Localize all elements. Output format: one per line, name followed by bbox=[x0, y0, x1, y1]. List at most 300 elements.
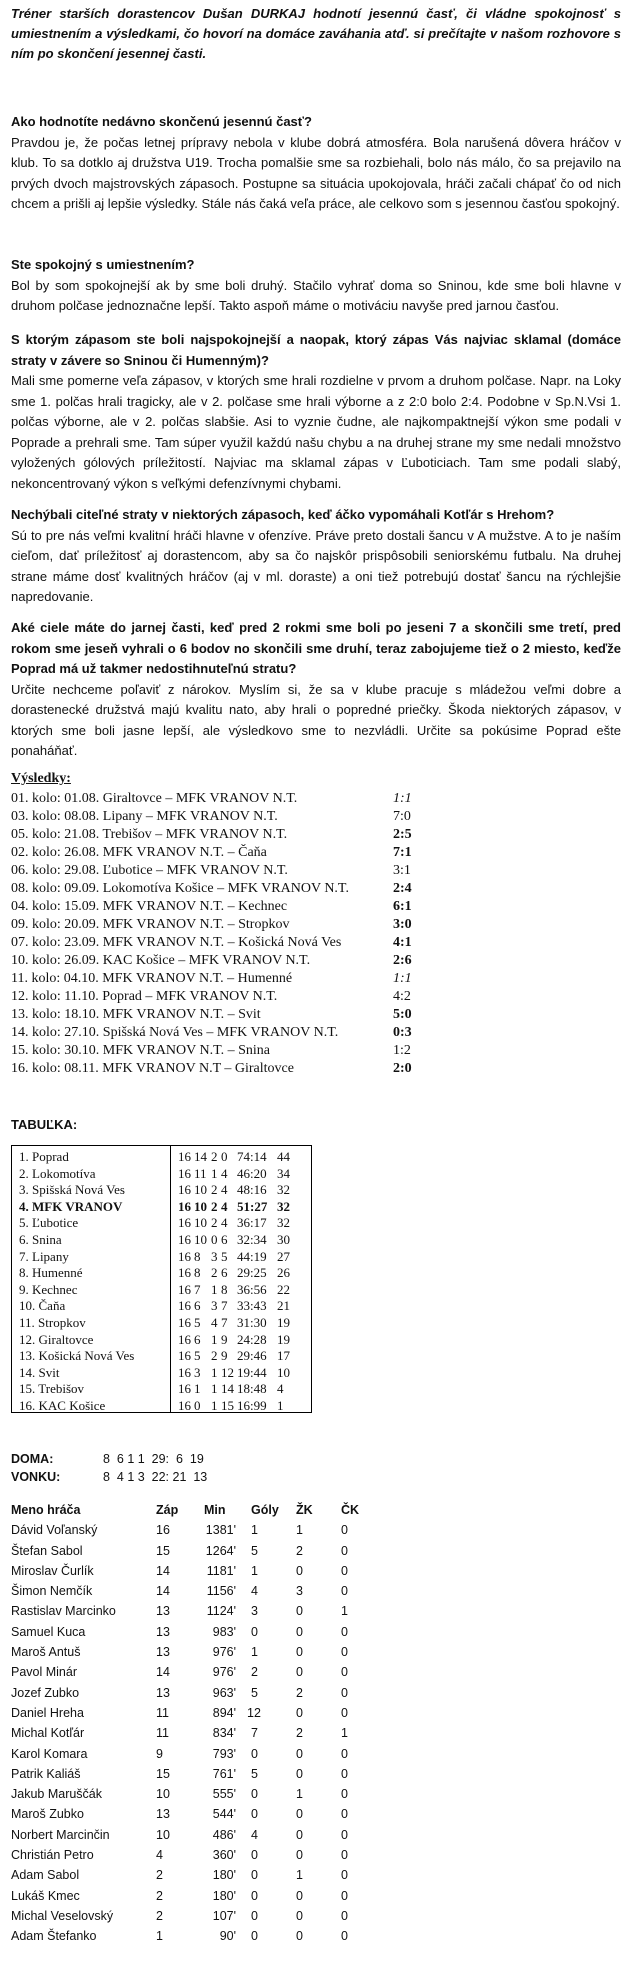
player-cell: 0 bbox=[341, 1868, 348, 1883]
player-cell: 2 bbox=[156, 1868, 163, 1883]
table-cell-pts: 4 bbox=[277, 1381, 284, 1397]
player-cell: Adam Štefanko bbox=[11, 1929, 97, 1944]
table-row bbox=[12, 1199, 311, 1216]
player-row bbox=[11, 1561, 371, 1581]
table-row bbox=[12, 1265, 311, 1282]
player-stats-table bbox=[11, 1500, 371, 1947]
result-row bbox=[11, 1042, 431, 1060]
player-cell: Lukáš Kmec bbox=[11, 1888, 80, 1903]
player-cell: 761' bbox=[212, 1766, 236, 1781]
table-cell-pts: 32 bbox=[277, 1215, 290, 1231]
table-cell-l: 9 bbox=[221, 1331, 228, 1347]
summary-value: 8 6 1 1 29: 6 19 bbox=[103, 1452, 204, 1466]
player-cell: 0 bbox=[296, 1827, 303, 1842]
result-match: 12. kolo: 11.10. Poprad – MFK VRANOV N.T. bbox=[11, 989, 278, 1004]
player-cell: 1 bbox=[251, 1645, 258, 1660]
players-header-cell: Góly bbox=[251, 1503, 279, 1517]
result-row bbox=[11, 952, 431, 970]
table-row bbox=[12, 1149, 311, 1166]
player-cell: 0 bbox=[341, 1563, 348, 1578]
table-cell-score: 74:14 bbox=[237, 1149, 267, 1164]
player-cell: 1124' bbox=[206, 1604, 236, 1619]
player-cell: 0 bbox=[296, 1604, 303, 1619]
table-cell-score: 48:16 bbox=[237, 1182, 267, 1198]
result-match: 16. kolo: 08.11. MFK VRANOV N.T – Giraltovce bbox=[11, 1061, 294, 1076]
player-cell: 1 bbox=[296, 1787, 303, 1802]
table-cell-team: 15. Trebišov bbox=[19, 1381, 85, 1397]
player-row bbox=[11, 1703, 371, 1723]
table-cell-p: 16 bbox=[178, 1265, 191, 1281]
table-row bbox=[12, 1182, 311, 1199]
player-cell: 9 bbox=[156, 1746, 163, 1761]
player-row bbox=[11, 1865, 371, 1885]
player-row bbox=[11, 1845, 371, 1865]
table-cell-score: 29:25 bbox=[237, 1265, 267, 1281]
qa-block-1 bbox=[11, 112, 621, 215]
table-cell-p: 16 bbox=[178, 1398, 191, 1413]
player-cell: Miroslav Čurlík bbox=[11, 1563, 94, 1578]
table-cell-d: 1 bbox=[211, 1281, 218, 1297]
table-cell-pts: 17 bbox=[277, 1348, 290, 1364]
league-table bbox=[11, 1145, 312, 1413]
table-cell-pts: 32 bbox=[277, 1198, 290, 1214]
players-header-row bbox=[11, 1500, 371, 1520]
table-cell-p: 16 bbox=[178, 1182, 191, 1198]
table-cell-score: 19:44 bbox=[237, 1364, 267, 1380]
result-match: 06. kolo: 29.08. Ľubotice – MFK VRANOV N.T. bbox=[11, 863, 288, 878]
table-cell-d: 1 bbox=[211, 1331, 218, 1347]
table-cell-l: 0 bbox=[221, 1149, 228, 1164]
result-score: 7:0 bbox=[393, 809, 411, 824]
player-cell: 555' bbox=[212, 1787, 236, 1802]
player-cell: 2 bbox=[251, 1665, 258, 1680]
table-cell-w: 5 bbox=[194, 1348, 201, 1364]
player-cell: Samuel Kuca bbox=[11, 1624, 86, 1639]
table-cell-team: 11. Stropkov bbox=[19, 1315, 86, 1330]
table-cell-d: 4 bbox=[211, 1315, 218, 1330]
table-cell-team: 6. Snina bbox=[19, 1232, 62, 1247]
player-cell: 0 bbox=[341, 1624, 348, 1639]
player-cell: 360' bbox=[212, 1848, 236, 1863]
player-cell: 13 bbox=[156, 1604, 170, 1619]
table-cell-d: 2 bbox=[211, 1265, 218, 1281]
player-cell: 0 bbox=[341, 1787, 348, 1802]
result-row bbox=[11, 916, 431, 934]
table-cell-pts: 34 bbox=[277, 1165, 290, 1181]
table-cell-pts: 1 bbox=[277, 1398, 284, 1413]
player-cell: Jozef Zubko bbox=[11, 1685, 80, 1700]
table-cell-p: 16 bbox=[178, 1232, 191, 1247]
player-cell: 0 bbox=[341, 1766, 348, 1781]
table-cell-score: 16:99 bbox=[237, 1398, 267, 1413]
result-match: 01. kolo: 01.08. Giraltovce – MFK VRANOV N.T. bbox=[11, 791, 298, 806]
player-cell: 2 bbox=[296, 1685, 303, 1700]
table-cell-score: 29:46 bbox=[237, 1348, 267, 1364]
table-cell-d: 2 bbox=[211, 1348, 218, 1364]
table-cell-d: 0 bbox=[211, 1232, 218, 1247]
player-cell: 0 bbox=[341, 1929, 348, 1944]
result-match: 14. kolo: 27.10. Spišská Nová Ves – MFK VRANOV N.T. bbox=[11, 1025, 339, 1040]
player-row bbox=[11, 1601, 371, 1621]
player-cell: 15 bbox=[156, 1766, 170, 1781]
player-cell: 0 bbox=[251, 1908, 258, 1923]
player-cell: 0 bbox=[296, 1888, 303, 1903]
table-cell-l: 6 bbox=[221, 1232, 228, 1247]
table-cell-p: 16 bbox=[178, 1298, 191, 1314]
table-cell-w: 5 bbox=[194, 1315, 201, 1330]
table-row bbox=[12, 1166, 311, 1183]
table-cell-team: 9. Kechnec bbox=[19, 1281, 78, 1297]
table-cell-l: 7 bbox=[221, 1315, 228, 1330]
table-row bbox=[12, 1398, 311, 1415]
table-cell-p: 16 bbox=[178, 1165, 191, 1181]
result-score: 1:1 bbox=[393, 971, 412, 986]
player-cell: 0 bbox=[251, 1868, 258, 1883]
player-cell: 0 bbox=[341, 1705, 348, 1720]
table-cell-w: 1 bbox=[194, 1381, 201, 1397]
table-row bbox=[12, 1348, 311, 1365]
result-score: 2:5 bbox=[393, 827, 412, 842]
result-score: 7:1 bbox=[393, 845, 412, 860]
question-4: Nechýbali citeľné straty v niektorých zápasoch, keď áčko vypomáhali Kotľár s Hrehom? bbox=[11, 507, 555, 522]
player-cell: 0 bbox=[296, 1645, 303, 1660]
player-cell: 1 bbox=[296, 1523, 303, 1538]
answer-1: Pravdou je, že počas letnej prípravy nebola v klube dobrá atmosféra. Bola narušená dôvera hráčov v klub. To sa dotklo aj družstva U19. Trocha pomalšie sme sa rozbiehali, bolo nás málo, čo sa prejavilo na prvých dvoch majstrovských zápasoch. Postupne sa situácia upokojovala, hráči začali chápať čo od nich chcem a prišli aj lepšie výsledky. Stále nás čaká veľa práce, ale celkovo som s jesennou časťou spokojný. bbox=[11, 134, 621, 211]
qa-block-2 bbox=[11, 255, 621, 317]
player-cell: 1181' bbox=[206, 1563, 236, 1578]
player-cell: 544' bbox=[212, 1807, 236, 1822]
table-cell-d: 1 bbox=[211, 1398, 218, 1413]
player-cell: 2 bbox=[156, 1888, 163, 1903]
table-cell-l: 4 bbox=[221, 1215, 228, 1231]
result-row bbox=[11, 826, 431, 844]
player-cell: Jakub Maruščák bbox=[11, 1787, 103, 1802]
player-cell: Maroš Zubko bbox=[11, 1807, 84, 1822]
player-cell: Karol Komara bbox=[11, 1746, 88, 1761]
table-cell-w: 14 bbox=[194, 1149, 207, 1164]
table-cell-p: 16 bbox=[178, 1348, 191, 1364]
qa-block-3 bbox=[11, 330, 621, 494]
table-cell-p: 16 bbox=[178, 1364, 191, 1380]
player-cell: 11 bbox=[156, 1726, 169, 1741]
player-cell: 15 bbox=[156, 1543, 170, 1558]
table-cell-d: 3 bbox=[211, 1248, 218, 1264]
player-cell: Christián Petro bbox=[11, 1848, 94, 1863]
player-cell: 0 bbox=[341, 1543, 348, 1558]
table-row bbox=[12, 1332, 311, 1349]
player-cell: 1156' bbox=[206, 1584, 236, 1599]
table-cell-p: 16 bbox=[178, 1381, 191, 1397]
table-cell-score: 44:19 bbox=[237, 1248, 267, 1264]
player-cell: Šimon Nemčík bbox=[11, 1584, 93, 1599]
table-cell-score: 33:43 bbox=[237, 1298, 267, 1314]
table-cell-p: 16 bbox=[178, 1149, 191, 1164]
player-cell: 0 bbox=[341, 1685, 348, 1700]
table-row bbox=[12, 1365, 311, 1382]
qa-block-5 bbox=[11, 618, 621, 762]
player-row bbox=[11, 1784, 371, 1804]
player-cell: 3 bbox=[251, 1604, 258, 1619]
table-cell-score: 32:34 bbox=[237, 1232, 267, 1247]
player-cell: Dávid Voľanský bbox=[11, 1523, 98, 1538]
table-cell-p: 16 bbox=[178, 1331, 191, 1347]
table-cell-p: 16 bbox=[178, 1215, 191, 1231]
player-cell: 13 bbox=[156, 1807, 170, 1822]
player-cell: 7 bbox=[251, 1726, 258, 1741]
player-row bbox=[11, 1723, 371, 1743]
table-cell-pts: 21 bbox=[277, 1298, 290, 1314]
table-cell-l: 4 bbox=[221, 1165, 228, 1181]
player-row bbox=[11, 1906, 371, 1926]
players-header-cell: Min bbox=[204, 1503, 226, 1517]
player-row bbox=[11, 1886, 371, 1906]
player-cell: 0 bbox=[296, 1563, 303, 1578]
result-score: 2:4 bbox=[393, 881, 412, 896]
question-5: Aké ciele máte do jarnej časti, keď pred 2 rokmi sme boli po jeseni 7 a skončili sme tretí, pred rokom sme jeseň vyhrali o 6 bodov no skončili sme druhí, teraz zabojujeme tiež o 2 miesto, keďže Poprad má už takmer nedostihnuteľnú stratu? bbox=[11, 620, 621, 676]
player-cell: 1 bbox=[341, 1604, 348, 1619]
player-row bbox=[11, 1642, 371, 1662]
result-match: 09. kolo: 20.09. MFK VRANOV N.T. – Stropkov bbox=[11, 917, 290, 932]
table-cell-d: 3 bbox=[211, 1298, 218, 1314]
table-cell-d: 2 bbox=[211, 1215, 218, 1231]
table-row bbox=[12, 1232, 311, 1249]
player-row bbox=[11, 1825, 371, 1845]
player-cell: Patrik Kaliáš bbox=[11, 1766, 81, 1781]
result-match: 13. kolo: 18.10. MFK VRANOV N.T. – Svit bbox=[11, 1007, 261, 1022]
table-cell-w: 8 bbox=[194, 1265, 201, 1281]
player-cell: 0 bbox=[296, 1746, 303, 1761]
table-cell-pts: 26 bbox=[277, 1265, 290, 1281]
table-cell-score: 51:27 bbox=[237, 1198, 268, 1214]
player-cell: 14 bbox=[156, 1563, 170, 1578]
table-cell-team: 12. Giraltovce bbox=[19, 1331, 94, 1347]
players-header-cell: Záp bbox=[156, 1503, 179, 1517]
player-cell: 0 bbox=[341, 1888, 348, 1903]
player-cell: 0 bbox=[341, 1645, 348, 1660]
result-row bbox=[11, 934, 431, 952]
table-row bbox=[12, 1315, 311, 1332]
player-cell: 0 bbox=[251, 1787, 258, 1802]
answer-2: Bol by som spokojnejší ak by sme boli druhý. Stačilo vyhrať doma so Sninou, kde sme boli hlavne v druhom polčase jednoznačne lepší. Takto aspoň máme o motiváciu navyše pred jarnou časťou. bbox=[11, 277, 621, 313]
table-row bbox=[12, 1215, 311, 1232]
result-row bbox=[11, 790, 431, 808]
table-cell-score: 24:28 bbox=[237, 1331, 267, 1347]
answer-3: Mali sme pomerne veľa zápasov, v ktorých sme hrali rozdielne v prvom a druhom polčase. Napr. na Loky sme 1. polčas hrali tragicky, ale v 2. polčase sme hrali výborne a z 2:0 bolo 2:4. Podobne v Sp.N.Vsi 1. polčas výborne, ale v 2. polčas slabšie. Asi to vyznie čudne, ale najkompaktnejší výkon sme podali v Poprade a prehrali sme. Tam súper využil každú našu chybu a na druhej strane my sme nedali množstvo vyložených gólových príležitostí. Najviac ma sklamal zápas v Ľuboticiach. Tam sme podali slabý, nekoncentrovaný výkon s veľkými defenzívnymi chybami. bbox=[11, 373, 621, 491]
table-cell-w: 3 bbox=[194, 1364, 201, 1380]
player-cell: 834' bbox=[212, 1726, 236, 1741]
result-row bbox=[11, 1006, 431, 1024]
result-score: 1:1 bbox=[393, 791, 412, 806]
table-cell-w: 10 bbox=[194, 1232, 207, 1247]
player-cell: 0 bbox=[296, 1929, 303, 1944]
table-cell-pts: 44 bbox=[277, 1149, 290, 1164]
player-cell: 0 bbox=[251, 1746, 258, 1761]
table-title: TABUĽKA: bbox=[11, 1117, 78, 1132]
table-cell-team: 8. Humenné bbox=[19, 1265, 83, 1281]
table-cell-w: 10 bbox=[194, 1198, 207, 1214]
result-row bbox=[11, 988, 431, 1006]
result-match: 08. kolo: 09.09. Lokomotíva Košice – MFK VRANOV N.T. bbox=[11, 881, 349, 896]
player-cell: Michal Kotľár bbox=[11, 1726, 85, 1741]
player-cell: 1264' bbox=[205, 1543, 236, 1558]
answer-5: Určite nechceme poľaviť z nárokov. Myslím si, že sa v klube pracuje s mládežou veľmi dobre a dorastenecké družstvá majú kvalitu nato, aby hrali o popredné priečky. Škoda niektorých zápasov, v ktorých sme boli jasne lepší, ale výsledkovo sme to nezvládli. Určite sa pokúsime Poprad ešte ponaháňať. bbox=[11, 681, 621, 758]
player-cell: 0 bbox=[341, 1807, 348, 1822]
player-row bbox=[11, 1622, 371, 1642]
table-cell-l: 14 bbox=[221, 1381, 234, 1397]
player-cell: 90' bbox=[219, 1929, 236, 1944]
players-header-cell: ŽK bbox=[296, 1503, 313, 1517]
result-row bbox=[11, 970, 431, 988]
table-cell-w: 0 bbox=[194, 1398, 201, 1413]
table-cell-team: 2. Lokomotíva bbox=[19, 1165, 96, 1181]
result-row bbox=[11, 808, 431, 826]
table-cell-pts: 10 bbox=[277, 1364, 290, 1380]
player-cell: Rastislav Marcinko bbox=[11, 1604, 116, 1619]
result-score: 6:1 bbox=[393, 899, 412, 914]
table-cell-l: 5 bbox=[221, 1248, 228, 1264]
table-cell-d: 1 bbox=[211, 1381, 218, 1397]
table-cell-l: 8 bbox=[221, 1281, 228, 1297]
table-cell-team: 13. Košická Nová Ves bbox=[19, 1348, 135, 1364]
result-row bbox=[11, 880, 431, 898]
table-cell-p: 16 bbox=[178, 1198, 191, 1214]
player-cell: 10 bbox=[156, 1787, 170, 1802]
summary-label: DOMA: bbox=[11, 1452, 54, 1466]
answer-4: Sú to pre nás veľmi kvalitní hráči hlavne v ofenzíve. Práve preto dostali šancu v A mužstve. A to je naším cieľom, dať príležitosť aj dorastencom, aby sa čo najskôr prispôsobili seniorskému futbalu. Na druhej strane máme dosť kvalitných hráčov (aj v ml. doraste) a oni tiež potrebujú dostať šancu na rýchlejšie napredovanie. bbox=[11, 527, 621, 604]
results-title: Výsledky: bbox=[11, 771, 71, 786]
player-cell: 0 bbox=[251, 1848, 258, 1863]
table-cell-score: 36:56 bbox=[237, 1281, 267, 1297]
player-cell: Daniel Hreha bbox=[11, 1705, 84, 1720]
player-cell: 10 bbox=[156, 1827, 170, 1842]
player-cell: Pavol Minár bbox=[11, 1665, 77, 1680]
player-cell: 13 bbox=[156, 1645, 170, 1660]
player-cell: 0 bbox=[251, 1807, 258, 1822]
table-cell-team: 5. Ľubotice bbox=[19, 1215, 79, 1231]
player-cell: Michal Veselovský bbox=[11, 1908, 114, 1923]
table-cell-l: 7 bbox=[221, 1298, 228, 1314]
player-cell: 16 bbox=[156, 1523, 170, 1538]
result-score: 2:0 bbox=[393, 1061, 412, 1076]
qa-block-4 bbox=[11, 505, 621, 608]
result-score: 3:1 bbox=[393, 863, 411, 878]
player-row bbox=[11, 1581, 371, 1601]
player-cell: 963' bbox=[212, 1685, 236, 1700]
article-intro: Tréner starších dorastencov Dušan DURKAJ hodnotí jesennú časť, či vládne spokojnosť s umiestnením a výsledkami, čo hovorí na domáce zaváhania atď. si prečítajte v našom rozhovore s ním po skončení jesennej časti. bbox=[11, 6, 621, 61]
player-cell: Maroš Antuš bbox=[11, 1645, 81, 1660]
table-cell-l: 12 bbox=[221, 1364, 234, 1380]
table-cell-l: 4 bbox=[221, 1182, 228, 1198]
player-row bbox=[11, 1662, 371, 1682]
table-cell-l: 6 bbox=[221, 1265, 228, 1281]
table-cell-w: 10 bbox=[194, 1182, 207, 1198]
table-cell-score: 36:17 bbox=[237, 1215, 267, 1231]
player-cell: 4 bbox=[251, 1827, 258, 1842]
result-score: 0:3 bbox=[393, 1025, 412, 1040]
table-cell-d: 1 bbox=[211, 1364, 218, 1380]
table-cell-w: 8 bbox=[194, 1248, 201, 1264]
table-cell-d: 2 bbox=[211, 1149, 218, 1164]
player-cell: 14 bbox=[156, 1584, 170, 1599]
player-row bbox=[11, 1804, 371, 1824]
player-cell: 1 bbox=[251, 1523, 258, 1538]
player-cell: 2 bbox=[296, 1726, 303, 1741]
player-cell: 1 bbox=[341, 1726, 348, 1741]
player-cell: 0 bbox=[296, 1766, 303, 1781]
table-cell-d: 2 bbox=[211, 1198, 218, 1214]
question-2: Ste spokojný s umiestnením? bbox=[11, 257, 195, 272]
player-cell: 0 bbox=[251, 1929, 258, 1944]
player-cell: 983' bbox=[212, 1624, 236, 1639]
players-header-cell: ČK bbox=[341, 1503, 360, 1517]
table-cell-score: 46:20 bbox=[237, 1165, 267, 1181]
table-cell-team: 1. Poprad bbox=[19, 1149, 69, 1164]
player-cell: 0 bbox=[251, 1624, 258, 1639]
table-cell-w: 6 bbox=[194, 1298, 201, 1314]
table-cell-pts: 19 bbox=[277, 1315, 290, 1330]
player-cell: 2 bbox=[296, 1543, 303, 1558]
table-cell-team: 14. Svit bbox=[19, 1364, 60, 1380]
table-cell-pts: 32 bbox=[277, 1182, 290, 1198]
table-cell-pts: 27 bbox=[277, 1248, 290, 1264]
table-cell-l: 4 bbox=[221, 1198, 228, 1214]
table-cell-score: 18:48 bbox=[237, 1381, 267, 1397]
player-cell: 11 bbox=[156, 1705, 169, 1720]
player-cell: Norbert Marcinčin bbox=[11, 1827, 110, 1842]
table-cell-team: 3. Spišská Nová Ves bbox=[19, 1182, 125, 1198]
player-cell: 12 bbox=[247, 1705, 261, 1720]
player-cell: 0 bbox=[296, 1848, 303, 1863]
result-row bbox=[11, 1060, 431, 1078]
table-cell-l: 9 bbox=[221, 1348, 228, 1364]
player-cell: 0 bbox=[296, 1807, 303, 1822]
player-cell: 13 bbox=[156, 1624, 170, 1639]
question-1: Ako hodnotíte nedávno skončenú jesennú časť? bbox=[11, 114, 312, 129]
player-cell: 0 bbox=[296, 1908, 303, 1923]
player-cell: 13 bbox=[156, 1685, 170, 1700]
player-cell: 1381' bbox=[205, 1523, 236, 1538]
question-3: S ktorým zápasom ste boli najspokojnejší a naopak, ktorý zápas Vás najviac sklamal (domáce straty v závere so Sninou či Humenným)? bbox=[11, 332, 621, 368]
result-match: 15. kolo: 30.10. MFK VRANOV N.T. – Snina bbox=[11, 1043, 271, 1058]
table-cell-p: 16 bbox=[178, 1315, 191, 1330]
player-cell: 180' bbox=[212, 1888, 236, 1903]
result-row bbox=[11, 844, 431, 862]
table-cell-pts: 22 bbox=[277, 1281, 290, 1297]
player-cell: 5 bbox=[251, 1685, 258, 1700]
result-row bbox=[11, 1024, 431, 1042]
table-cell-l: 15 bbox=[221, 1398, 234, 1413]
table-row bbox=[12, 1381, 311, 1398]
result-score: 4:1 bbox=[393, 935, 412, 950]
table-cell-w: 11 bbox=[194, 1165, 207, 1181]
result-score: 3:0 bbox=[393, 917, 412, 932]
table-cell-p: 16 bbox=[178, 1281, 191, 1297]
player-row bbox=[11, 1764, 371, 1784]
player-cell: 0 bbox=[296, 1665, 303, 1680]
player-cell: 976' bbox=[212, 1665, 236, 1680]
table-row bbox=[12, 1298, 311, 1315]
player-cell: 4 bbox=[156, 1848, 163, 1863]
player-cell: 976' bbox=[212, 1645, 236, 1660]
player-cell: 0 bbox=[341, 1827, 348, 1842]
player-cell: 0 bbox=[341, 1848, 348, 1863]
result-row bbox=[11, 862, 431, 880]
player-cell: 5 bbox=[251, 1766, 258, 1781]
table-cell-team: 4. MFK VRANOV bbox=[19, 1198, 123, 1214]
player-cell: 0 bbox=[251, 1888, 258, 1903]
players-header-cell: Meno hráča bbox=[11, 1503, 81, 1517]
player-cell: 0 bbox=[296, 1624, 303, 1639]
